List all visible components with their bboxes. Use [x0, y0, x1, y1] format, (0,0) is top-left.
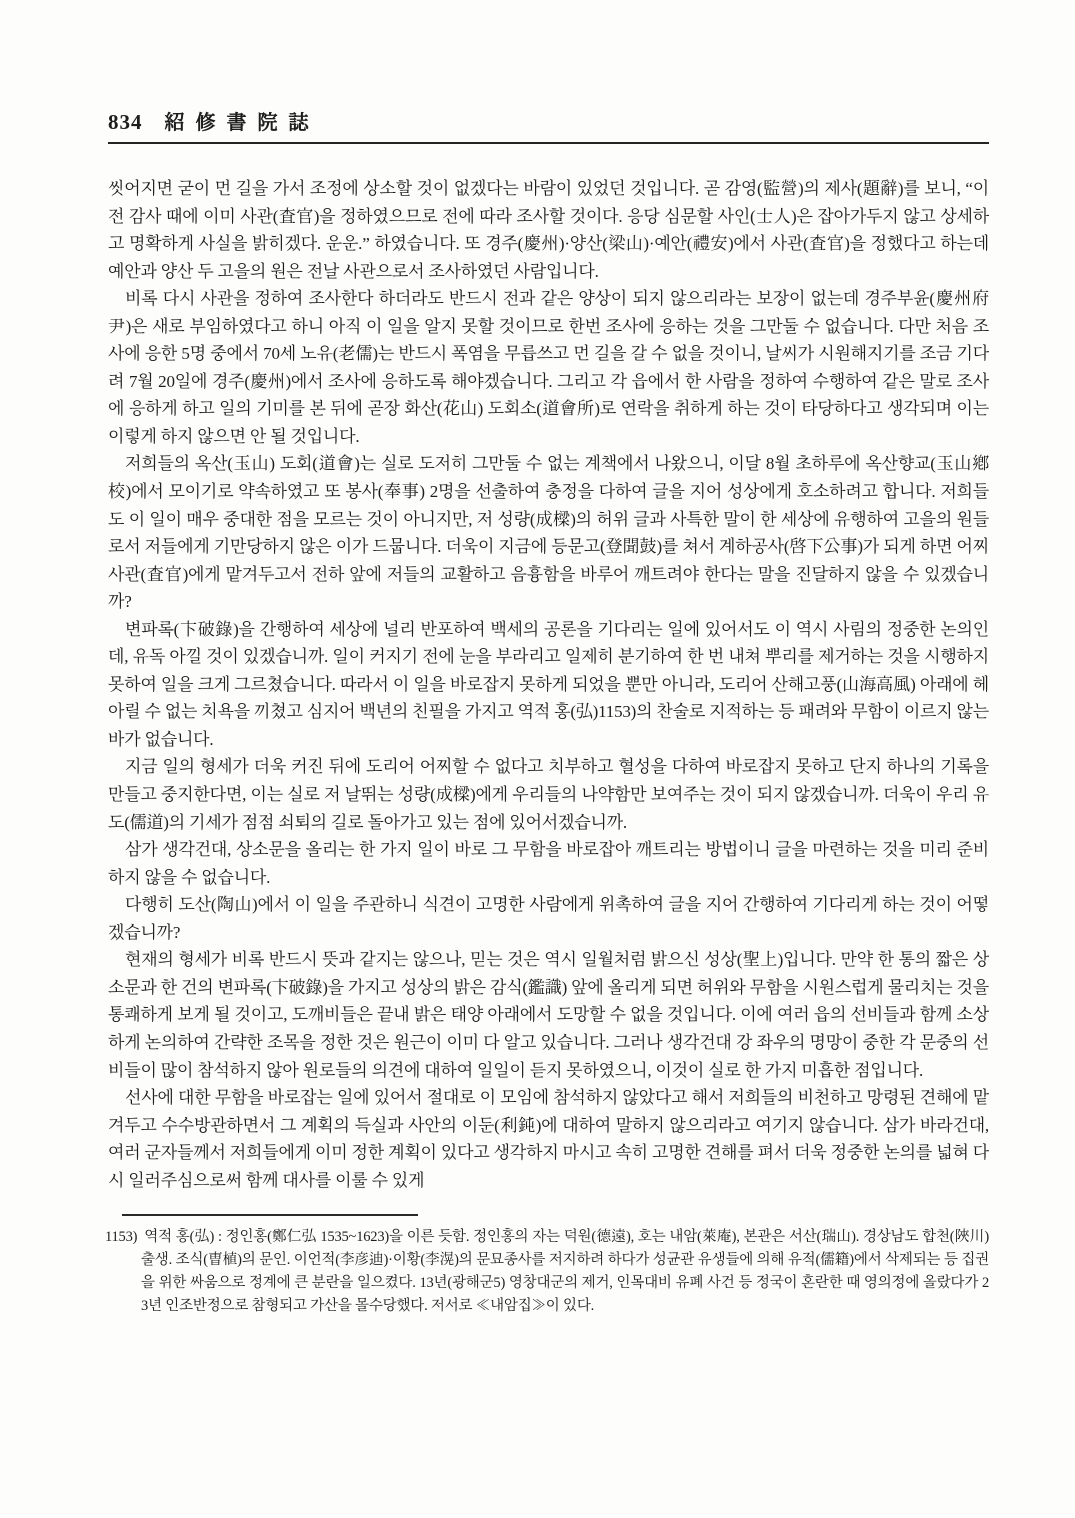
- footnote-area: [105, 1214, 989, 1318]
- footnote-text: 역적 홍(弘) : 정인홍(鄭仁弘 1535~1623)을 이른 듯함. 정인홍의 자는 덕원(德遠), 호는 내암(萊庵), 본관은 서산(瑞山). 경상남도 합천(陜川) 출생. 조식(曺植)의 문인. 이언적(李彦迪)·이황(李滉)의 문묘종사를 저지하려 하다가 성균관 유생들에 의해 유적(儒籍)에서 삭제되는 등 집권을 위한 싸움으로 정계에 큰 분란을 일으켰다. 13년(광해군5) 영창대군의 제거, 인목대비 유폐 사건 등 정국이 혼란한 때 영의정에 올랐다가 23년 인조반정으로 참형되고 가산을 몰수당했다. 저서로 ≪내암집≫이 있다.: [141, 1229, 989, 1315]
- paragraph-7: 다행히 도산(陶山)에서 이 일을 주관하니 식견이 고명한 사람에게 위촉하여 글을 지어 간행하여 기다리게 하는 것이 어떻겠습니까?: [108, 895, 989, 942]
- body-text: [108, 175, 989, 1194]
- paragraph-8: 현재의 형세가 비록 반드시 뜻과 같지는 않으나, 믿는 것은 역시 일월처럼 밝으신 성상(聖上)입니다. 만약 한 통의 짧은 상소문과 한 건의 변파록(卞破錄)을 가지고 성상의 밝은 감식(鑑識) 앞에 올리게 되면 허위와 무함을 시원스럽게 물리치는 것을 통쾌하게 보게 될 것이고, 도깨비들은 끝내 밝은 태양 아래에서 도망할 수 없을 것입니다. 이에 여러 읍의 선비들과 함께 소상하게 논의하여 간략한 조목을 정한 것은 원근이 이미 다 알고 있습니다. 그러나 생각건대 강 좌우의 명망이 중한 각 문중의 선비들이 많이 참석하지 않아 원로들의 의견에 대하여 일일이 듣지 못하였으니, 이것이 실로 한 가지 미흡한 점입니다.: [108, 950, 989, 1080]
- paragraph-1: 씻어지면 굳이 먼 길을 가서 조정에 상소할 것이 없겠다는 바람이 있었던 것입니다. 곧 감영(監營)의 제사(題辭)를 보니, “이전 감사 때에 이미 사관(査官)을 정하였으므로 전에 따라 조사할 것이다. 응당 심문할 사인(士人)은 잡아가두지 않고 상세하고 명확하게 사실을 밝히겠다. 운운.” 하였습니다. 또 경주(慶州)·양산(梁山)·예안(禮安)에서 사관(査官)을 정했다고 하는데 예안과 양산 두 고을의 원은 전날 사관으로서 조사하였던 사람입니다.: [108, 179, 989, 281]
- paragraph-5: 지금 일의 형세가 더욱 커진 뒤에 도리어 어찌할 수 없다고 치부하고 혈성을 다하여 바로잡지 못하고 단지 하나의 기록을 만들고 중지한다면, 이는 실로 저 날뛰는 성량(成樑)에게 우리들의 나약함만 보여주는 것이 되지 않겠습니까. 더욱이 우리 유도(儒道)의 기세가 점점 쇠퇴의 길로 돌아가고 있는 점에 있어서겠습니까.: [108, 757, 989, 832]
- footnote: [105, 1226, 989, 1318]
- footnote-rule: [122, 1214, 418, 1216]
- paragraph-2: 비록 다시 사관을 정하여 조사한다 하더라도 반드시 전과 같은 양상이 되지 않으리라는 보장이 없는데 경주부윤(慶州府尹)은 새로 부임하였다고 하니 아직 이 일을 알지 못할 것이므로 한번 조사에 응하는 것을 그만둘 수 없습니다. 다만 처음 조사에 응한 5명 중에서 70세 노유(老儒)는 반드시 폭염을 무릅쓰고 먼 길을 갈 수 없을 것이니, 날씨가 시원해지기를 조금 기다려 7월 20일에 경주(慶州)에서 조사에 응하도록 해야겠습니다. 그리고 각 읍에서 한 사람을 정하여 수행하여 같은 말로 조사에 응하게 하고 일의 기미를 본 뒤에 곧장 화산(花山) 도회소(道會所)로 연락을 취하게 하는 것이 타당하다고 생각되며 이는 이렇게 하지 않으면 안 될 것입니다.: [108, 289, 989, 446]
- page-header: [108, 106, 989, 142]
- header-rule: [108, 142, 989, 144]
- paragraph-4: 변파록(卞破錄)을 간행하여 세상에 널리 반포하여 백세의 공론을 기다리는 일에 있어서도 이 역시 사림의 정중한 논의인데, 유독 아낄 것이 있겠습니까. 일이 커지기 전에 눈을 부라리고 일제히 분기하여 한 번 내쳐 뿌리를 제거하는 것을 시행하지 못하여 일을 크게 그르쳤습니다. 따라서 이 일을 바로잡지 못하게 되었을 뿐만 아니라, 도리어 산해고풍(山海高風) 아래에 헤아릴 수 없는 치욕을 끼쳤고 심지어 백년의 친필을 가지고 역적 홍(弘)1153)의 찬술로 지적하는 등 패려와 무함이 이르지 않는 바가 없습니다.: [108, 619, 989, 749]
- paragraph-6: 삼가 생각건대, 상소문을 올리는 한 가지 일이 바로 그 무함을 바로잡아 깨트리는 방법이니 글을 마련하는 것을 미리 준비하지 않을 수 없습니다.: [108, 840, 989, 887]
- book-title: 紹修書院誌: [164, 112, 320, 134]
- paragraph-9: 선사에 대한 무함을 바로잡는 일에 있어서 절대로 이 모임에 참석하지 않았다고 해서 저희들의 비천하고 망령된 견해에 맡겨두고 수수방관하면서 그 계획의 득실과 사안의 이둔(利鈍)에 대하여 말하지 않으리라고 여기지 않습니다. 삼가 바라건대, 여러 군자들께서 저희들에게 이미 정한 계획이 있다고 생각하지 마시고 속히 고명한 견해를 펴서 더욱 정중한 논의를 넓혀 다시 일러주심으로써 함께 대사를 이룰 수 있게: [108, 1088, 989, 1190]
- footnote-number: 1153): [105, 1229, 138, 1246]
- page-number: 834: [108, 110, 143, 134]
- paragraph-3: 저희들의 옥산(玉山) 도회(道會)는 실로 도저히 그만둘 수 없는 계책에서 나왔으니, 이달 8월 초하루에 옥산향교(玉山鄕校)에서 모이기로 약속하였고 또 봉사(奉事) 2명을 선출하여 충정을 다하여 글을 지어 성상에게 호소하려고 합니다. 저희들도 이 일이 매우 중대한 점을 모르는 것이 아니지만, 저 성량(成樑)의 허위 글과 사특한 말이 한 세상에 유행하여 고을의 원들로서 저들에게 기만당하지 않은 이가 드뭅니다. 더욱이 지금에 등문고(登聞鼓)를 쳐서 계하공사(啓下公事)가 되게 하면 어찌 사관(査官)에게 맡겨두고서 전하 앞에 저들의 교활하고 음흉함을 바루어 깨트려야 한다는 말을 진달하지 않을 수 있겠습니까?: [108, 454, 989, 612]
